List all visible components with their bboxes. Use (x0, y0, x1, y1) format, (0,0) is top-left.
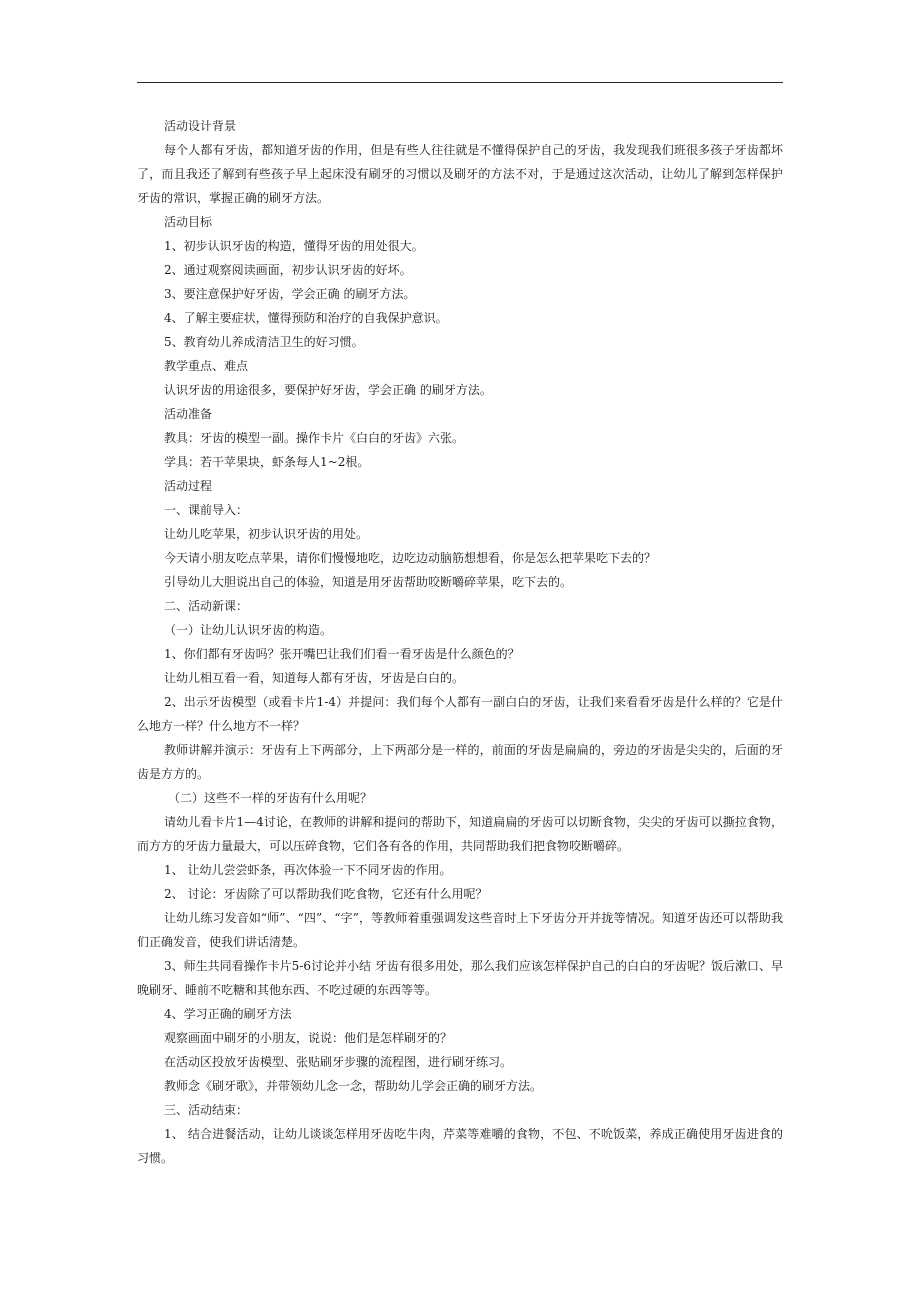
section-intro: 一、课前导入： (164, 503, 249, 517)
heading-preparation: 活动准备 (164, 407, 213, 421)
goal-item-1: 1、初步认识牙齿的构造，懂得牙齿的用处很大。 (164, 239, 424, 253)
paragraph-brushing-3: 教师念《刷牙歌》，并带领幼儿念一念，帮助幼儿学会正确的刷牙方法。 (164, 1079, 543, 1093)
paragraph-intro-1: 让幼儿吃苹果，初步认识牙齿的用处。 (164, 527, 369, 541)
goal-item-5: 5、教育幼儿养成清洁卫生的好习惯。 (164, 335, 364, 349)
preparation-student: 学具：若干苹果块，虾条每人1~2根。 (164, 455, 370, 469)
paragraph-uses-4: 让幼儿练习发音如“师”、“四”、“字”，等教师着重强调发这些音时上下牙齿分开并拢等情况。知道牙齿还可以帮助我们正确发音，使我们讲话清楚。 (137, 911, 783, 949)
header-rule (137, 82, 783, 83)
subsection-uses: （二）这些不一样的牙齿有什么用呢？ (168, 791, 373, 805)
goal-item-3: 3、要注意保护好牙齿，学会正确 的刷牙方法。 (164, 287, 416, 301)
heading-background: 活动设计背景 (164, 119, 237, 133)
paragraph-structure-4: 教师讲解并演示：牙齿有上下两部分，上下两部分是一样的，前面的牙齿是扁扁的，旁边的牙齿是尖尖的，后面的牙齿是方方的。 (137, 743, 783, 781)
paragraph-brushing-2: 在活动区投放牙齿模型、张贴刷牙步骤的流程图，进行刷牙练习。 (164, 1055, 513, 1069)
paragraph-structure-2: 让幼儿相互看一看，知道每人都有牙齿，牙齿是白白的。 (164, 671, 465, 685)
heading-key-points: 教学重点、难点 (164, 359, 249, 373)
heading-goals: 活动目标 (164, 215, 213, 229)
paragraph-conclusion-1: 1、 结合进餐活动，让幼儿谈谈怎样用牙齿吃牛肉，芹菜等难嚼的食物，不包、不吮饭菜，养成正确使用牙齿进食的习惯。 (137, 1127, 783, 1165)
paragraph-intro-3: 引导幼儿大胆说出自己的体验，知道是用牙齿帮助咬断嚼碎苹果，吃下去的。 (164, 575, 573, 589)
paragraph-key-points: 认识牙齿的用途很多，要保护好牙齿，学会正确 的刷牙方法。 (164, 383, 492, 397)
document-body (137, 114, 783, 1170)
paragraph-intro-2: 今天请小朋友吃点苹果，请你们慢慢地吃，边吃边动脑筋想想看，你是怎么把苹果吃下去的？ (164, 551, 657, 565)
paragraph-uses-1: 请幼儿看卡片1—4讨论，在教师的讲解和提问的帮助下，知道扁扁的牙齿可以切断食物，尖尖的牙齿可以撕拉食物，而方方的牙齿力量最大，可以压碎食物，它们各有各的作用，共同帮助我们把食物咬断嚼碎。 (137, 815, 783, 853)
paragraph-background: 每个人都有牙齿，都知道牙齿的作用，但是有些人往往就是不懂得保护自己的牙齿，我发现我们班很多孩子牙齿都坏了，而且我还了解到有些孩子早上起床没有刷牙的习惯以及刷牙的方法不对，于是通过这次活动，让幼儿了解到怎样保护牙齿的常识，掌握正确的刷牙方法。 (137, 143, 783, 205)
section-new-lesson: 二、活动新课： (164, 599, 249, 613)
paragraph-structure-3: 2、出示牙齿模型（或看卡片1-4）并提问：我们每个人都有一副白白的牙齿，让我们来看看牙齿是什么样的？它是什么地方一样？什么地方不一样？ (137, 695, 783, 733)
goal-item-4: 4、了解主要症状，懂得预防和治疗的自我保护意识。 (164, 311, 448, 325)
heading-process: 活动过程 (164, 479, 213, 493)
paragraph-uses-3: 2、 讨论：牙齿除了可以帮助我们吃食物，它还有什么用呢？ (164, 887, 488, 901)
subsection-structure: （一）让幼儿认识牙齿的构造。 (164, 623, 333, 637)
paragraph-uses-5: 3、师生共同看操作卡片5-6讨论并小结 牙齿有很多用处，那么我们应该怎样保护自己的白白的牙齿呢？饭后漱口、早晚刷牙、睡前不吃糖和其他东西、不吃过硬的东西等等。 (137, 959, 783, 997)
paragraph-brushing-1: 观察画面中刷牙的小朋友，说说：他们是怎样刷牙的？ (164, 1031, 453, 1045)
goal-item-2: 2、通过观察阅读画面，初步认识牙齿的好坏。 (164, 263, 412, 277)
paragraph-uses-2: 1、 让幼儿尝尝虾条，再次体验一下不同牙齿的作用。 (164, 863, 452, 877)
section-conclusion: 三、活动结束： (164, 1103, 249, 1117)
subsection-brushing: 4、学习正确的刷牙方法 (164, 1007, 292, 1021)
preparation-teacher: 教具：牙齿的模型一副。操作卡片《白白的牙齿》六张。 (164, 431, 465, 445)
paragraph-structure-1: 1、你们都有牙齿吗？张开嘴巴让我们们看一看牙齿是什么颜色的？ (164, 647, 520, 661)
